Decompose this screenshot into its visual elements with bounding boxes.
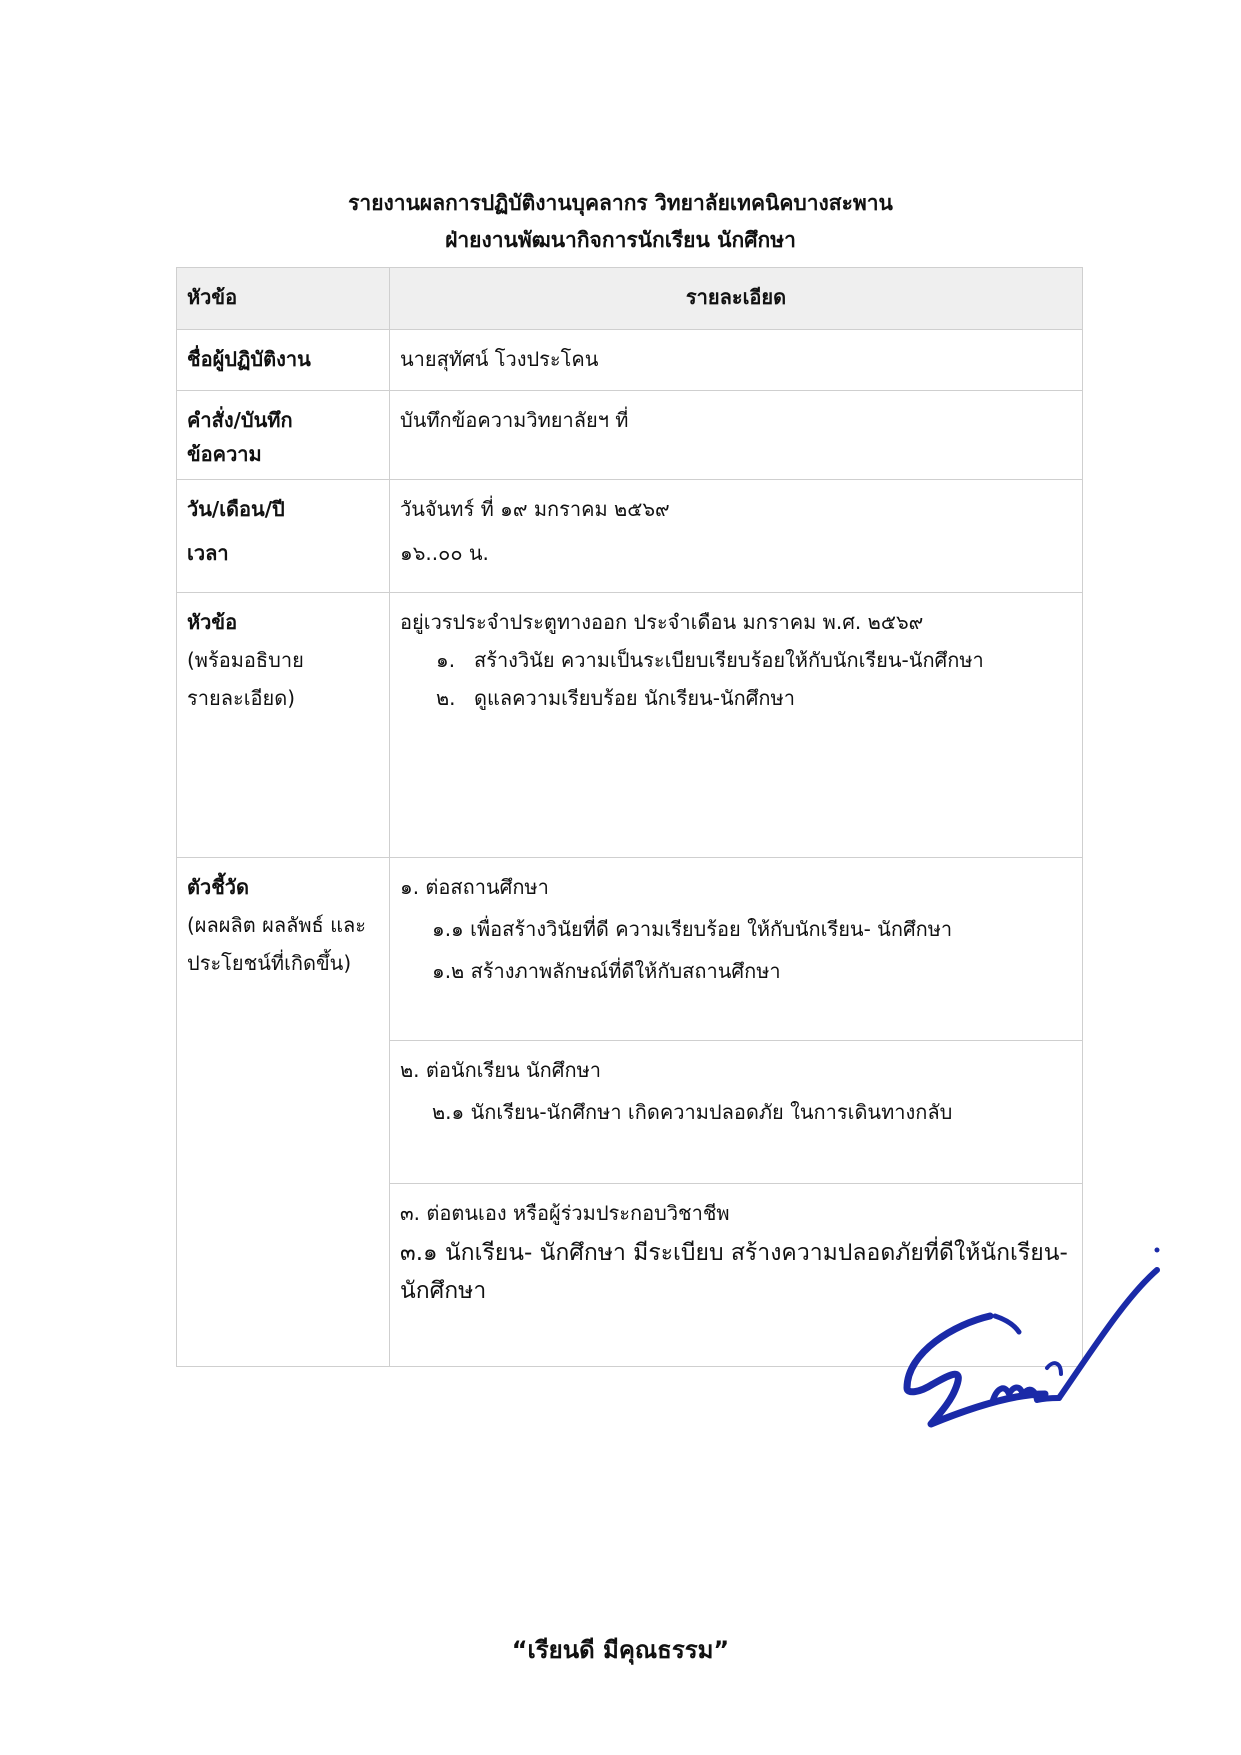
report-table [176, 267, 1083, 1367]
indicator-school-item2: ๑.๒ สร้างภาพลักษณ์ที่ดีให้กับสถานศึกษา [432, 959, 781, 983]
date-label [177, 480, 390, 593]
list-item-number: ๑. [436, 648, 456, 672]
topic-label-title: หัวข้อ [187, 610, 238, 634]
time-value-line: ๑๖..๐๐ น. [400, 541, 489, 565]
indicator-label-sub2: ประโยชน์ที่เกิดขึ้น) [187, 951, 352, 975]
date-label-line: วัน/เดือน/ปี [187, 497, 285, 521]
topic-label-sub2: รายละเอียด) [187, 686, 296, 710]
indicator-school-title: ๑. ต่อสถานศึกษา [400, 875, 549, 899]
indicator-school-item1: ๑.๑ เพื่อสร้างวินัยที่ดี ความเรียบร้อย ให้กับนักเรียน- นักศึกษา [432, 917, 953, 941]
indicator-self-title: ๓. ต่อตนเอง หรือผู้ร่วมประกอบวิชาชีพ [400, 1201, 730, 1225]
list-item-number: ๒. [436, 686, 456, 710]
topic-label-sub1: (พร้อมอธิบาย [187, 648, 304, 672]
indicator-label-title: ตัวชี้วัด [187, 875, 250, 899]
name-label: ชื่อผู้ปฏิบัติงาน [177, 330, 390, 391]
topic-main-text: อยู่เวรประจำประตูทางออก ประจำเดือน มกราคม พ.ศ. ๒๕๖๙ [400, 610, 924, 634]
name-value: นายสุทัศน์ โวงประโคน [390, 330, 1083, 391]
header-topic: หัวข้อ [177, 268, 390, 330]
topic-label [177, 593, 390, 858]
indicator-self-item1b: นักศึกษา [400, 1278, 487, 1304]
indicator-label-sub1: (ผลผลิต ผลลัพธ์ และ [187, 913, 366, 937]
department-title: ฝ่ายงานพัฒนากิจการนักเรียน นักศึกษา [445, 228, 796, 252]
row-indicator-1 [177, 858, 1083, 1041]
list-item-text: สร้างวินัย ความเป็นระเบียบเรียบร้อยให้กับนักเรียน-นักศึกษา [474, 648, 984, 672]
row-topic [177, 593, 1083, 858]
header-detail: รายละเอียด [390, 268, 1083, 330]
order-label-line2: ข้อความ [187, 442, 262, 466]
time-label-line: เวลา [187, 541, 229, 565]
indicator-school [390, 858, 1083, 1041]
list-item [400, 683, 1072, 713]
list-item-text: ดูแลความเรียบร้อย นักเรียน-นักศึกษา [474, 686, 795, 710]
table-header-row [177, 268, 1083, 330]
date-value-line: วันจันทร์ ที่ ๑๙ มกราคม ๒๕๖๙ [400, 497, 670, 521]
indicator-label [177, 858, 390, 1367]
row-order [177, 391, 1083, 480]
row-date [177, 480, 1083, 593]
indicator-students-item1: ๒.๑ นักเรียน-นักศึกษา เกิดความปลอดภัย ในการเดินทางกลับ [432, 1100, 953, 1124]
order-label-line1: คำสั่ง/บันทึก [187, 408, 293, 432]
list-item [400, 645, 1072, 675]
date-value [390, 480, 1083, 593]
footer-motto: “เรียนดี มีคุณธรรม” [511, 1636, 730, 1664]
topic-detail [390, 593, 1083, 858]
row-name [177, 330, 1083, 391]
order-label [177, 391, 390, 480]
order-value: บันทึกข้อความวิทยาลัยฯ ที่ [390, 391, 1083, 480]
indicator-self-item1a: ๓.๑ นักเรียน- นักศึกษา มีระเบียบ สร้างความปลอดภัยที่ดีให้นักเรียน- [400, 1240, 1068, 1266]
indicator-students [390, 1041, 1083, 1184]
indicator-students-title: ๒. ต่อนักเรียน นักศึกษา [400, 1058, 602, 1082]
report-title: รายงานผลการปฏิบัติงานบุคลากร วิทยาลัยเทคนิคบางสะพาน [348, 191, 893, 215]
signature [895, 1228, 1175, 1448]
